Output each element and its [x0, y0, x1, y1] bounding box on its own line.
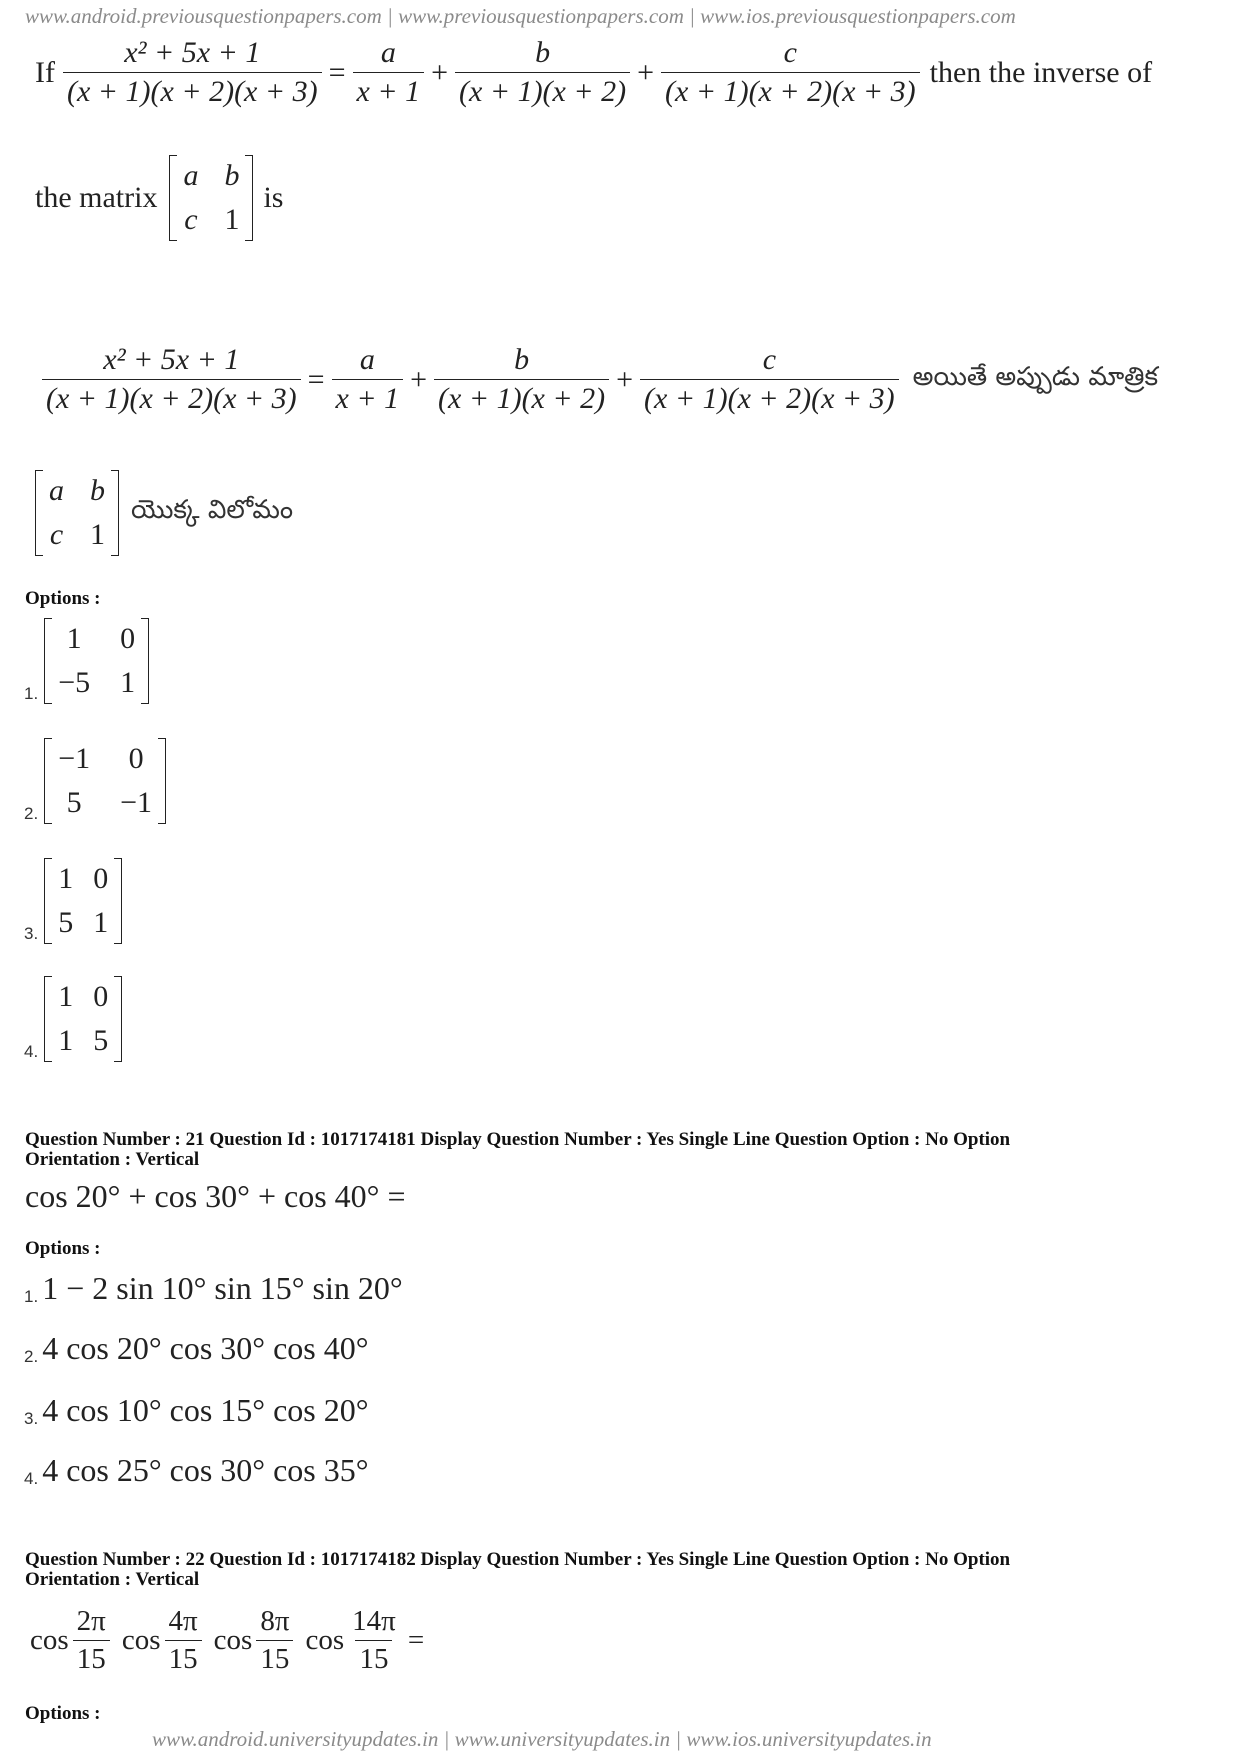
q20-option-3[interactable] [24, 858, 122, 944]
matrix-cell: 1 [58, 1024, 74, 1057]
option-number: 4. [24, 1042, 39, 1061]
matrix-cell: 0 [93, 862, 109, 895]
q20-matrix-line-te [35, 470, 293, 556]
frac-num: 8π [260, 1605, 290, 1637]
telugu-suffix-2: యొక్క విలోమం [131, 495, 294, 525]
q21-options-label: Options : [25, 1238, 101, 1259]
fraction-14pi-15 [348, 1607, 400, 1674]
matrix-cell: b [90, 474, 105, 507]
q22-header-line1: Question Number : 22 Question Id : 1017174182 Display Question Number : Yes Single Line Question Option : No Option [25, 1549, 1011, 1570]
matrix-cell: 1 [58, 980, 74, 1013]
q20-if: If [35, 55, 55, 89]
den-a: x + 1 [353, 72, 425, 107]
lhs-numerator: x² + 5x + 1 [124, 36, 261, 69]
matrix-cell: c [184, 203, 198, 236]
q20-lhs-fraction [42, 345, 301, 414]
den-b: (x + 1)(x + 2) [455, 72, 630, 107]
option-number: 3. [24, 1409, 39, 1428]
plus: + [431, 55, 449, 89]
matrix-cell: 5 [93, 1024, 109, 1057]
matrix-cell: 1 [66, 622, 82, 655]
cos-text: cos [305, 1624, 345, 1656]
option-number: 4. [24, 1469, 39, 1488]
q21-option-1[interactable] [24, 1270, 403, 1307]
q21-option-2[interactable] [24, 1330, 369, 1367]
lhs-denominator: (x + 1)(x + 2)(x + 3) [42, 379, 301, 414]
num-c: c [762, 343, 777, 376]
matrix-cell: 1 [58, 862, 74, 895]
matrix-abc1 [35, 470, 119, 556]
matrix-cell: 1 [93, 906, 109, 939]
fraction-c [661, 38, 920, 107]
equals: = [407, 1624, 425, 1656]
matrix-cell: −1 [120, 786, 153, 819]
option-matrix [44, 618, 149, 704]
den-c: (x + 1)(x + 2)(x + 3) [661, 72, 920, 107]
q22-question [30, 1607, 424, 1674]
matrix-cell: 1 [90, 518, 105, 551]
footer-watermark: www.android.universityupdates.in | www.universityupdates.in | www.ios.universityupdates.in [152, 1727, 932, 1751]
q20-equation-en [35, 38, 1152, 107]
matrix-cell: 1 [120, 666, 136, 699]
plus: + [410, 362, 428, 396]
num-b: b [535, 36, 551, 69]
the-matrix-text: the matrix [35, 181, 158, 214]
frac-den: 15 [355, 1640, 392, 1674]
telugu-suffix: అయితే అప్పుడు మాత్రిక [912, 361, 1159, 392]
frac-den: 15 [73, 1640, 110, 1674]
q20-options-label: Options : [25, 588, 101, 609]
option-number: 1. [24, 1287, 39, 1306]
fraction-2pi-15 [73, 1607, 110, 1674]
equals: = [307, 362, 325, 396]
matrix-cell: a [183, 159, 199, 192]
option-text: 1 − 2 sin 10° sin 15° sin 20° [42, 1270, 403, 1306]
fraction-a [353, 38, 425, 107]
lhs-denominator: (x + 1)(x + 2)(x + 3) [63, 72, 322, 107]
option-number: 3. [24, 924, 39, 943]
frac-den: 15 [165, 1640, 202, 1674]
q21-header-line2: Orientation : Vertical [25, 1149, 200, 1170]
q20-matrix-line-en [35, 155, 283, 241]
q22-header [25, 1550, 1215, 1590]
lhs-numerator: x² + 5x + 1 [103, 343, 240, 376]
matrix-cell: 5 [66, 786, 82, 819]
q20-option-1[interactable] [24, 618, 149, 704]
frac-num: 4π [168, 1605, 198, 1637]
q21-header-line1: Question Number : 21 Question Id : 1017174181 Display Question Number : Yes Single Line Question Option : No Option [25, 1129, 1011, 1150]
matrix-cell: c [49, 518, 64, 551]
matrix-cell: 0 [120, 622, 136, 655]
den-c: (x + 1)(x + 2)(x + 3) [640, 379, 899, 414]
option-text: 4 cos 10° cos 15° cos 20° [42, 1392, 369, 1428]
matrix-cell: 1 [224, 203, 240, 236]
fraction-b [434, 345, 609, 414]
option-text: 4 cos 25° cos 30° cos 35° [42, 1452, 369, 1488]
option-matrix [44, 738, 166, 824]
equals: = [328, 55, 346, 89]
option-number: 2. [24, 804, 39, 823]
option-matrix [44, 858, 122, 944]
q20-option-2[interactable] [24, 738, 166, 824]
option-number: 1. [24, 684, 39, 703]
num-a: a [359, 343, 375, 376]
matrix-cell: 0 [93, 980, 109, 1013]
q21-header [25, 1130, 1215, 1170]
matrix-cell: b [224, 159, 240, 192]
den-a: x + 1 [332, 379, 404, 414]
fraction-a [332, 345, 404, 414]
fraction-b [455, 38, 630, 107]
option-matrix [44, 976, 122, 1062]
q20-equation-te [38, 345, 1158, 414]
fraction-c [640, 345, 899, 414]
fraction-8pi-15 [256, 1607, 293, 1674]
fraction-4pi-15 [165, 1607, 202, 1674]
matrix-cell: a [49, 474, 64, 507]
header-watermark: www.android.previousquestionpapers.com | www.previousquestionpapers.com | www.ios.previousquestionpapers.com [25, 4, 1016, 28]
plus: + [616, 362, 634, 396]
cos-text: cos [30, 1624, 69, 1656]
frac-num: 2π [76, 1605, 106, 1637]
q22-header-line2: Orientation : Vertical [25, 1569, 200, 1590]
q21-option-4[interactable] [24, 1452, 369, 1489]
q21-question: cos 20° + cos 30° + cos 40° = [25, 1178, 406, 1214]
q20-then: then the inverse of [929, 55, 1153, 89]
option-text: 4 cos 20° cos 30° cos 40° [42, 1330, 369, 1366]
num-a: a [380, 36, 396, 69]
den-b: (x + 1)(x + 2) [434, 379, 609, 414]
cos-text: cos [213, 1624, 253, 1656]
cos-text: cos [121, 1624, 161, 1656]
plus: + [637, 55, 655, 89]
num-c: c [783, 36, 797, 69]
num-b: b [514, 343, 530, 376]
is-text: is [263, 181, 284, 214]
matrix-cell: 0 [128, 742, 144, 775]
q22-options-label: Options : [25, 1703, 101, 1724]
option-number: 2. [24, 1347, 39, 1366]
frac-num: 14π [352, 1605, 396, 1637]
frac-den: 15 [256, 1640, 293, 1674]
q20-lhs-fraction [63, 38, 322, 107]
q20-option-4[interactable] [24, 976, 122, 1062]
matrix-cell: −5 [58, 666, 91, 699]
matrix-cell: 5 [58, 906, 74, 939]
q21-option-3[interactable] [24, 1392, 369, 1429]
matrix-cell: −1 [58, 742, 91, 775]
matrix-abc1 [169, 155, 253, 241]
